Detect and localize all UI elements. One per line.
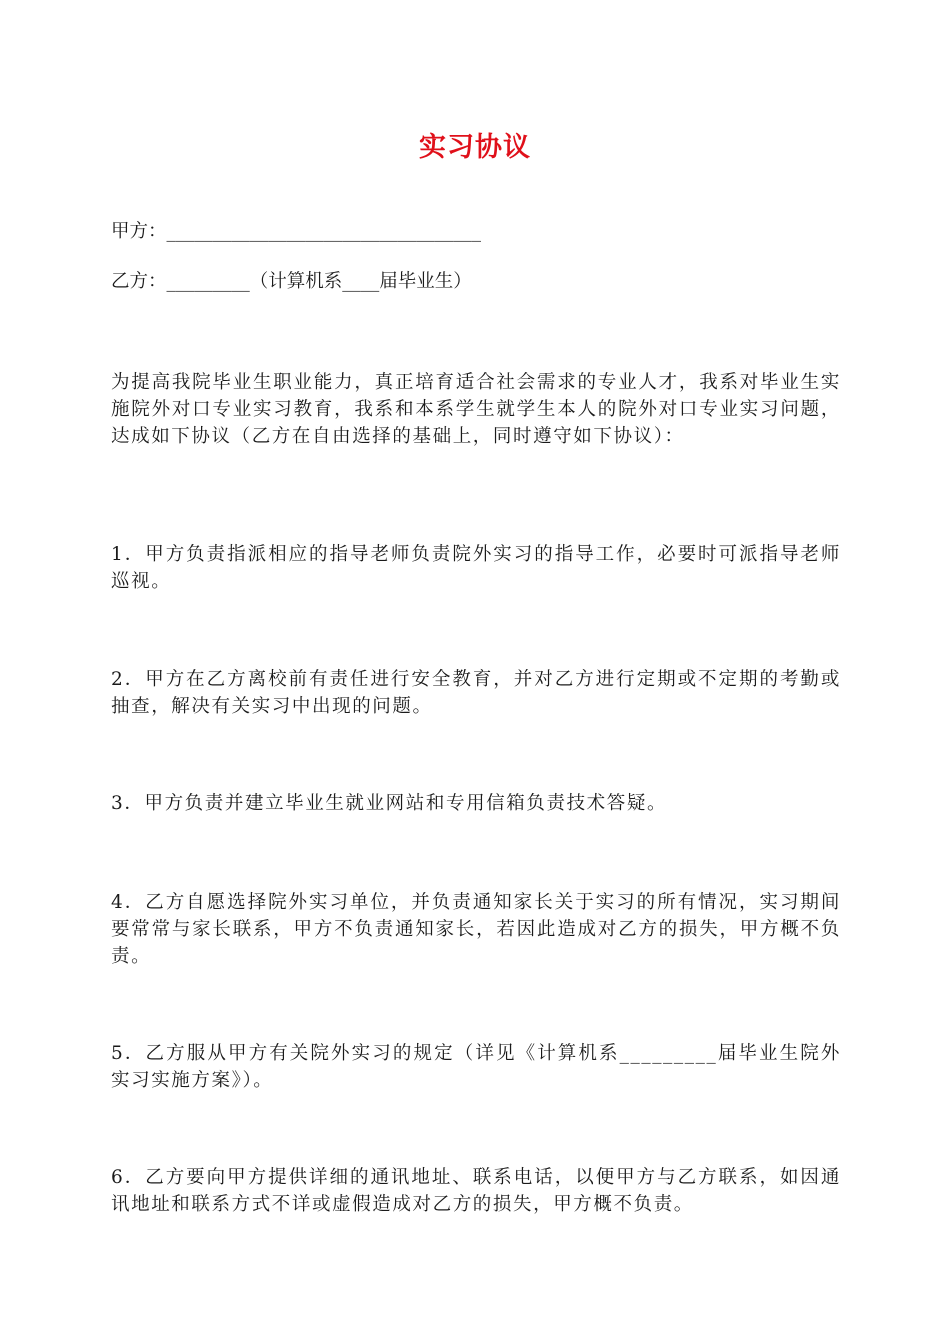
clause-4: 4．乙方自愿选择院外实习单位，并负责通知家长关于实习的所有情况，实习期间要常常与家长联系，甲方不负责通知家长，若因此造成对乙方的损失，甲方概不负责。 — [111, 892, 841, 967]
clause-3: 3．甲方负责并建立毕业生就业网站和专用信箱负责技术答疑。 — [111, 793, 668, 814]
party-a-line: 甲方：__________________________________ — [111, 221, 482, 242]
party-b-line: 乙方：_________（计算机系____届毕业生） — [111, 271, 472, 292]
clause-2: 2．甲方在乙方离校前有责任进行安全教育，并对乙方进行定期或不定期的考勤或抽查，解决有关实习中出现的问题。 — [111, 669, 841, 717]
clause-5: 5．乙方服从甲方有关院外实习的规定（详见《计算机系_________届毕业生院外实习实施方案》）。 — [111, 1043, 841, 1091]
intro-paragraph: 为提高我院毕业生职业能力，真正培育适合社会需求的专业人才，我系对毕业生实施院外对口专业实习教育，我系和本系学生就学生本人的院外对口专业实习问题，达成如下协议（乙方在自由选择的基础上，同时遵守如下协议）： — [111, 372, 841, 447]
clause-1: 1．甲方负责指派相应的指导老师负责院外实习的指导工作，必要时可派指导老师巡视。 — [111, 544, 841, 592]
clause-6: 6．乙方要向甲方提供详细的通讯地址、联系电话，以便甲方与乙方联系，如因通讯地址和联系方式不详或虚假造成对乙方的损失，甲方概不负责。 — [111, 1167, 841, 1215]
document-title: 实习协议 — [419, 132, 531, 163]
